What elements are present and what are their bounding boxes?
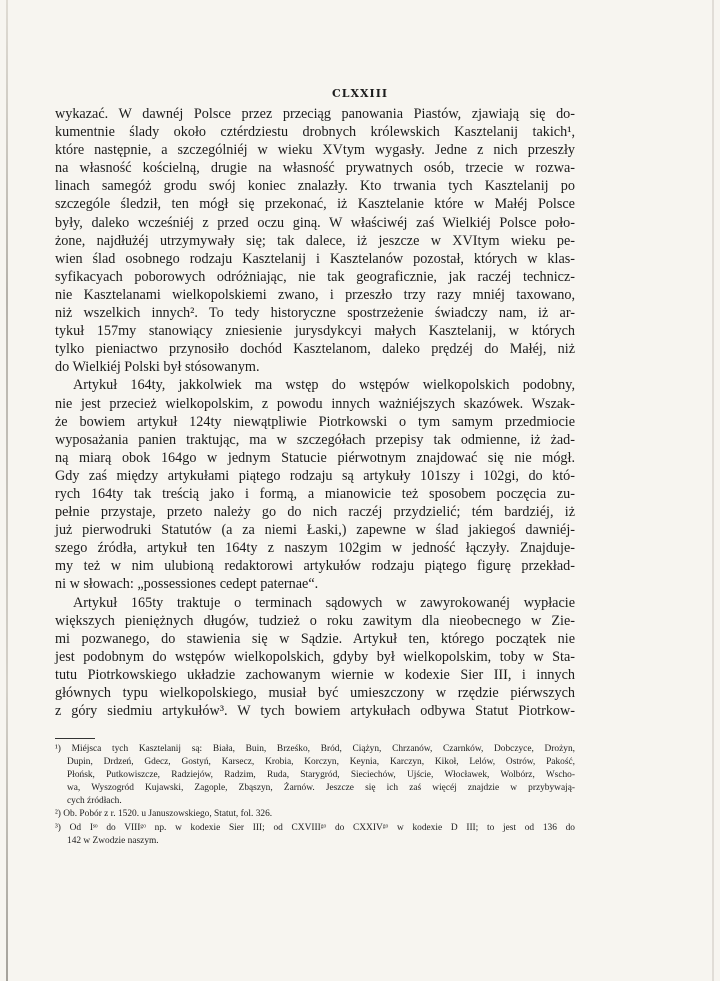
text-line: Artykuł 165ty traktuje o terminach sądowych w zawyrokowanéj wypłacie <box>73 594 575 611</box>
page-edge-left <box>6 0 8 981</box>
text-line: głównych typu wielkopolskiego, musiał być umieszczony w rzędzie piérwszych <box>55 685 575 701</box>
text-line: Artykuł 164ty, jakkolwiek ma wstęp do wstępów wielkopolskich podobny, <box>73 377 575 394</box>
footnote-rule <box>55 738 95 739</box>
text-line: ni w słowach: „possessiones cedept paternae“. <box>55 576 319 593</box>
footnote-line: 142 w Zwodzie naszym. <box>67 835 159 846</box>
footnote-line: ³) Od Iˢᵒ do VIIIᵍᵒ np. w kodexie Sier III; od CXVIIIᵍᵒ do CXXIVᵍᵒ w kodexie D III; to jest od 136 do <box>55 822 575 833</box>
text-line: syfikacyach poborowych odróżniając, nie tak geograficznie, jak raczéj technicz- <box>55 268 575 285</box>
footnote-line: Płońsk, Putkowiszcze, Radziejów, Radzim, Ruda, Starygród, Sieciechów, Ujście, Włocławek, Wolbórz, Wscho- <box>67 770 575 781</box>
text-line: wien ślad osobnego rodzaju Kasztelanij i Kasztelanów pozostał, których w klas- <box>55 250 575 267</box>
text-line: były, daleko wcześniéj z przed oczu giną. W właściwéj zaś Wielkiéj Polsce poło- <box>55 214 575 231</box>
text-line: nie Kasztelanami wielkopolskiemi zwano, i przeszło trzy razy mniéj taxowano, <box>55 286 575 303</box>
footnotes-block <box>55 738 575 848</box>
text-line: większych pieniężnych długów, tudzież o roku zawitym dla nieobecnego w Zie- <box>55 612 575 629</box>
footnote-line: Dupin, Drdzeń, Gdecz, Gostyń, Karsecz, Krobia, Korczyn, Keynia, Karczyn, Kikoł, Lelów, Ostrów, Pakość, <box>67 757 575 768</box>
text-line: linach samegóż grodu swój koniec znalazły. Kto trwania tych Kasztelanij po <box>55 178 575 195</box>
text-line: kumentnie ślady około cztérdziestu drobnych królewskich Kasztelanij takich¹, <box>55 124 575 141</box>
footnote-line: cych źródłach. <box>67 796 122 807</box>
footnote-lines <box>55 743 575 848</box>
page-edge-right <box>712 0 714 981</box>
page-number-header: CLXXIII <box>332 87 388 100</box>
footnote-line: ²) Ob. Pobór z r. 1520. u Januszowskiego, Statut, fol. 326. <box>55 809 273 820</box>
text-line: które następnie, a szczególniéj w wieku XVtym wygasły. Jedne z nich przeszły <box>55 142 575 159</box>
text-line: niż wszelkich innych². To tedy historyczne spostrzeżenie świadczy nam, iż ar- <box>55 305 575 322</box>
text-line: już pierwodruki Statutów (a za niemi Łaski,) zapewne w ślad jakiegoś dawniéj- <box>55 522 575 539</box>
text-line: jest podobnym do wstępów wielkopolskich, gdyby był wielkopolskim, toby w Sta- <box>55 648 575 665</box>
text-line: tykuł 157my stanowiący zniesienie jurysdykcyi małych Kasztelanij, w których <box>55 323 575 340</box>
text-line: nie jest przecież wielkopolskim, z powodu innych ważniéjszych skazówek. Wszak- <box>55 395 575 412</box>
text-line: rych 164ty tak treścią jako i formą, a mianowicie też sposobem poczęcia zu- <box>55 485 575 502</box>
text-line: tylko pieniactwo przynosiło dochód Kasztelanom, daleko prędzéj do Małéj, niż <box>55 341 575 358</box>
text-line: ną miarą obok 164go w jednym Statucie piérwotnym znajdować się nie mógł. <box>55 449 575 466</box>
text-line: pełnie przystaje, przeto należy go do nich raczéj przydzielić; tém bardziéj, iż <box>55 504 575 521</box>
main-text-block <box>55 105 575 720</box>
text-line: że bowiem artykuł 124ty niewątpliwie Piotrkowski o tym samym przedmiocie <box>55 413 575 430</box>
text-line: wyposażania panien traktując, ma w szczegółach przepisy tak odmienne, iż żad- <box>55 431 575 448</box>
text-line: szczególe śledził, ten mógł się przekonać, iż Kasztelanie które w Małéj Polsce <box>55 196 575 213</box>
text-line: wykazać. W dawnéj Polsce przez przeciąg panowania Piastów, zjawiają się do- <box>55 106 575 122</box>
text-line: tutu Piotrkowskiego układzie zachowanym wiernie w kodexie Sier III, i innych <box>55 666 575 683</box>
text-line: my też w nim ulubioną redaktorowi artykułów rodzaju piątego figurę przekład- <box>55 558 575 575</box>
text-line: żone, najdłużéj utrzymywały się; tak dalece, iż jeszcze w XVItym wieku pe- <box>55 232 575 249</box>
footnote-line: wa, Wyszogród Kujawski, Zagople, Zbąszyn, Żarnów. Jeszcze się ich zaś więcéj znajdzie w przybywają- <box>67 783 575 794</box>
text-line: na własność kościelną, drugie na własność prywatnych osób, trzecie w rozwa- <box>55 160 575 177</box>
footnote-line: ¹) Miéjsca tych Kasztelanij są: Biała, Buin, Brześko, Bród, Ciążyn, Chrzanów, Czarnków, Dobczyce, Drożyn, <box>55 744 575 754</box>
text-line: do Wielkiéj Polski był stósowanym. <box>55 359 260 376</box>
text-line: Gdy zaś między artykułami piątego rodzaju są artykuły 101szy i 102gi, do któ- <box>55 467 575 484</box>
text-line: szego źródła, artykuł ten 164ty z naszym 102gim w jedność łączyły. Znajduje- <box>55 540 575 557</box>
text-line: mi pozwanego, do stawienia się w Sądzie. Artykuł ten, którego początek nie <box>55 630 575 647</box>
text-line: z góry siedmiu artykułów³. W tych bowiem artykułach odbywa Statut Piotrkow- <box>55 703 575 720</box>
